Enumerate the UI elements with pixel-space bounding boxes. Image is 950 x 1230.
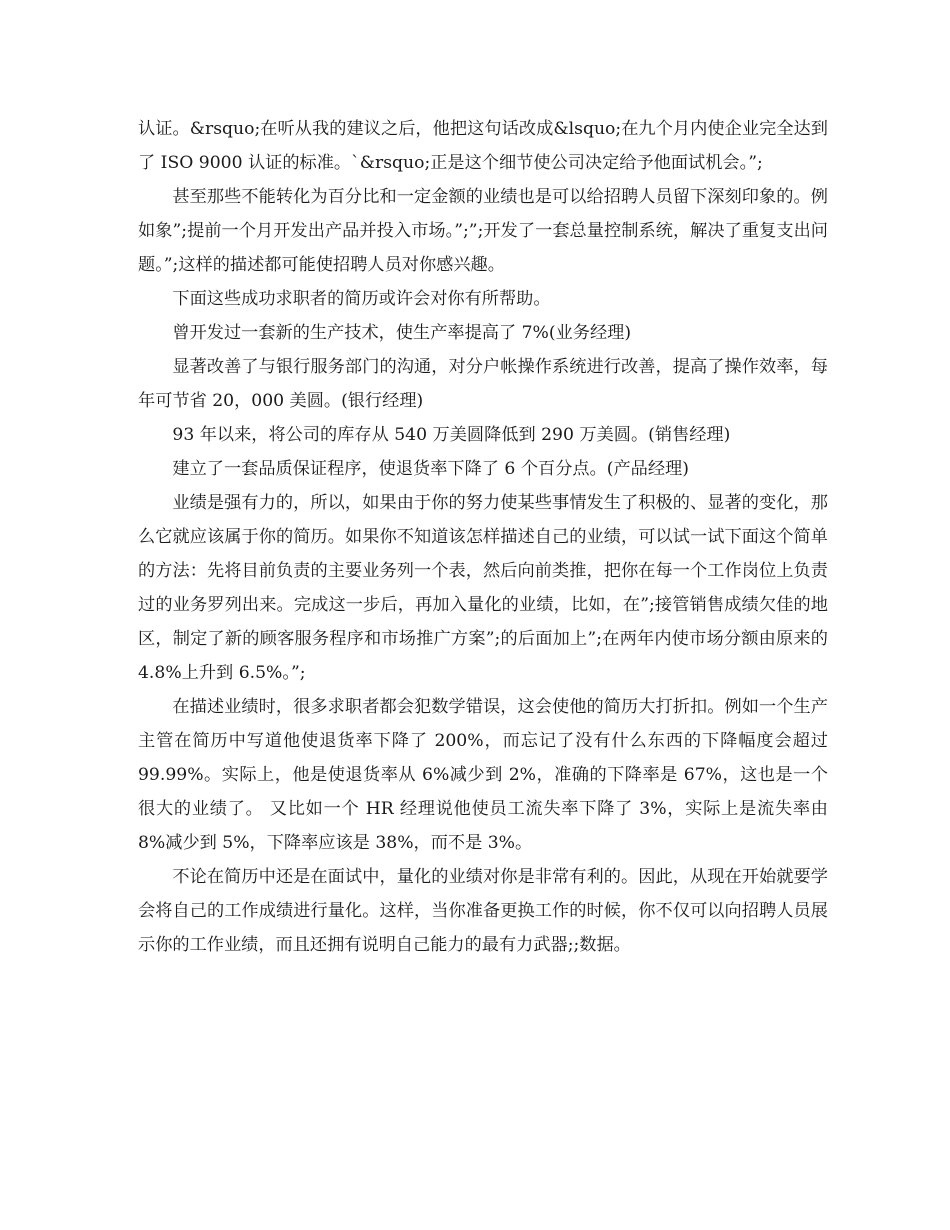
- paragraph-math-errors: 在描述业绩时，很多求职者都会犯数学错误，这会使他的简历大打折扣。例如一个生产主管在简历中写道他使退货率下降了 200%，而忘记了没有什么东西的下降幅度会超过 99.99%。实际上，他是使退货率从 6%减少到 2%，准确的下降率是 67%，这也是一个很大的业绩了。 又比如一个 HR 经理说他使员工流失率下降了 3%，实际上是流失率由 8%减少到 5%，下降率应该是 38%，而不是 3%。: [138, 697, 828, 853]
- paragraph-example-product-manager: 建立了一套品质保证程序，使退货率下降了 6 个百分点。(产品经理): [172, 459, 689, 479]
- paragraph-example-business-manager: 曾开发过一套新的生产技术，使生产率提高了 7%(业务经理): [172, 323, 632, 343]
- paragraph-example-sales-manager: 93 年以来，将公司的库存从 540 万美圆降低到 290 万美圆。(销售经理): [172, 425, 731, 445]
- paragraph-example-bank-manager: 显著改善了与银行服务部门的沟通，对分户帐操作系统进行改善，提高了操作效率，每年可节省 20，000 美圆。(银行经理): [138, 357, 828, 411]
- paragraph-examples-intro: 下面这些成功求职者的简历或许会对你有所帮助。: [172, 289, 551, 309]
- document-page: [138, 112, 828, 962]
- paragraph-continuation: 认证。&rsquo;在听从我的建议之后，他把这句话改成&lsquo;在九个月内使企业完全达到了 ISO 9000 认证的标准。`&rsquo;正是这个细节使公司决定给予他面试机会。”;: [138, 119, 828, 173]
- paragraph-describe-achievements: 业绩是强有力的，所以，如果由于你的努力使某些事情发生了积极的、显著的变化，那么它就应该属于你的简历。如果你不知道该怎样描述自己的业绩，可以试一试下面这个简单的方法：先将目前负责的主要业务列一个表，然后向前类推，把你在每一个工作岗位上负责过的业务罗列出来。完成这一步后，再加入量化的业绩，比如，在”;接管销售成绩欠佳的地区，制定了新的顾客服务程序和市场推广方案”;的后面加上”;在两年内使市场分额由原来的 4.8%上升到 6.5%。”;: [138, 493, 828, 683]
- paragraph-nonquantified-achievements: 甚至那些不能转化为百分比和一定金额的业绩也是可以给招聘人员留下深刻印象的。例如象”;提前一个月开发出产品并投入市场。”;”;开发了一套总量控制系统，解决了重复支出问题。”;这样的描述都可能使招聘人员对你感兴趣。: [138, 187, 828, 275]
- paragraph-conclusion: 不论在简历中还是在面试中，量化的业绩对你是非常有利的。因此，从现在开始就要学会将自己的工作成绩进行量化。这样，当你准备更换工作的时候，你不仅可以向招聘人员展示你的工作业绩，而且还拥有说明自己能力的最有力武器;;数据。: [138, 867, 828, 955]
